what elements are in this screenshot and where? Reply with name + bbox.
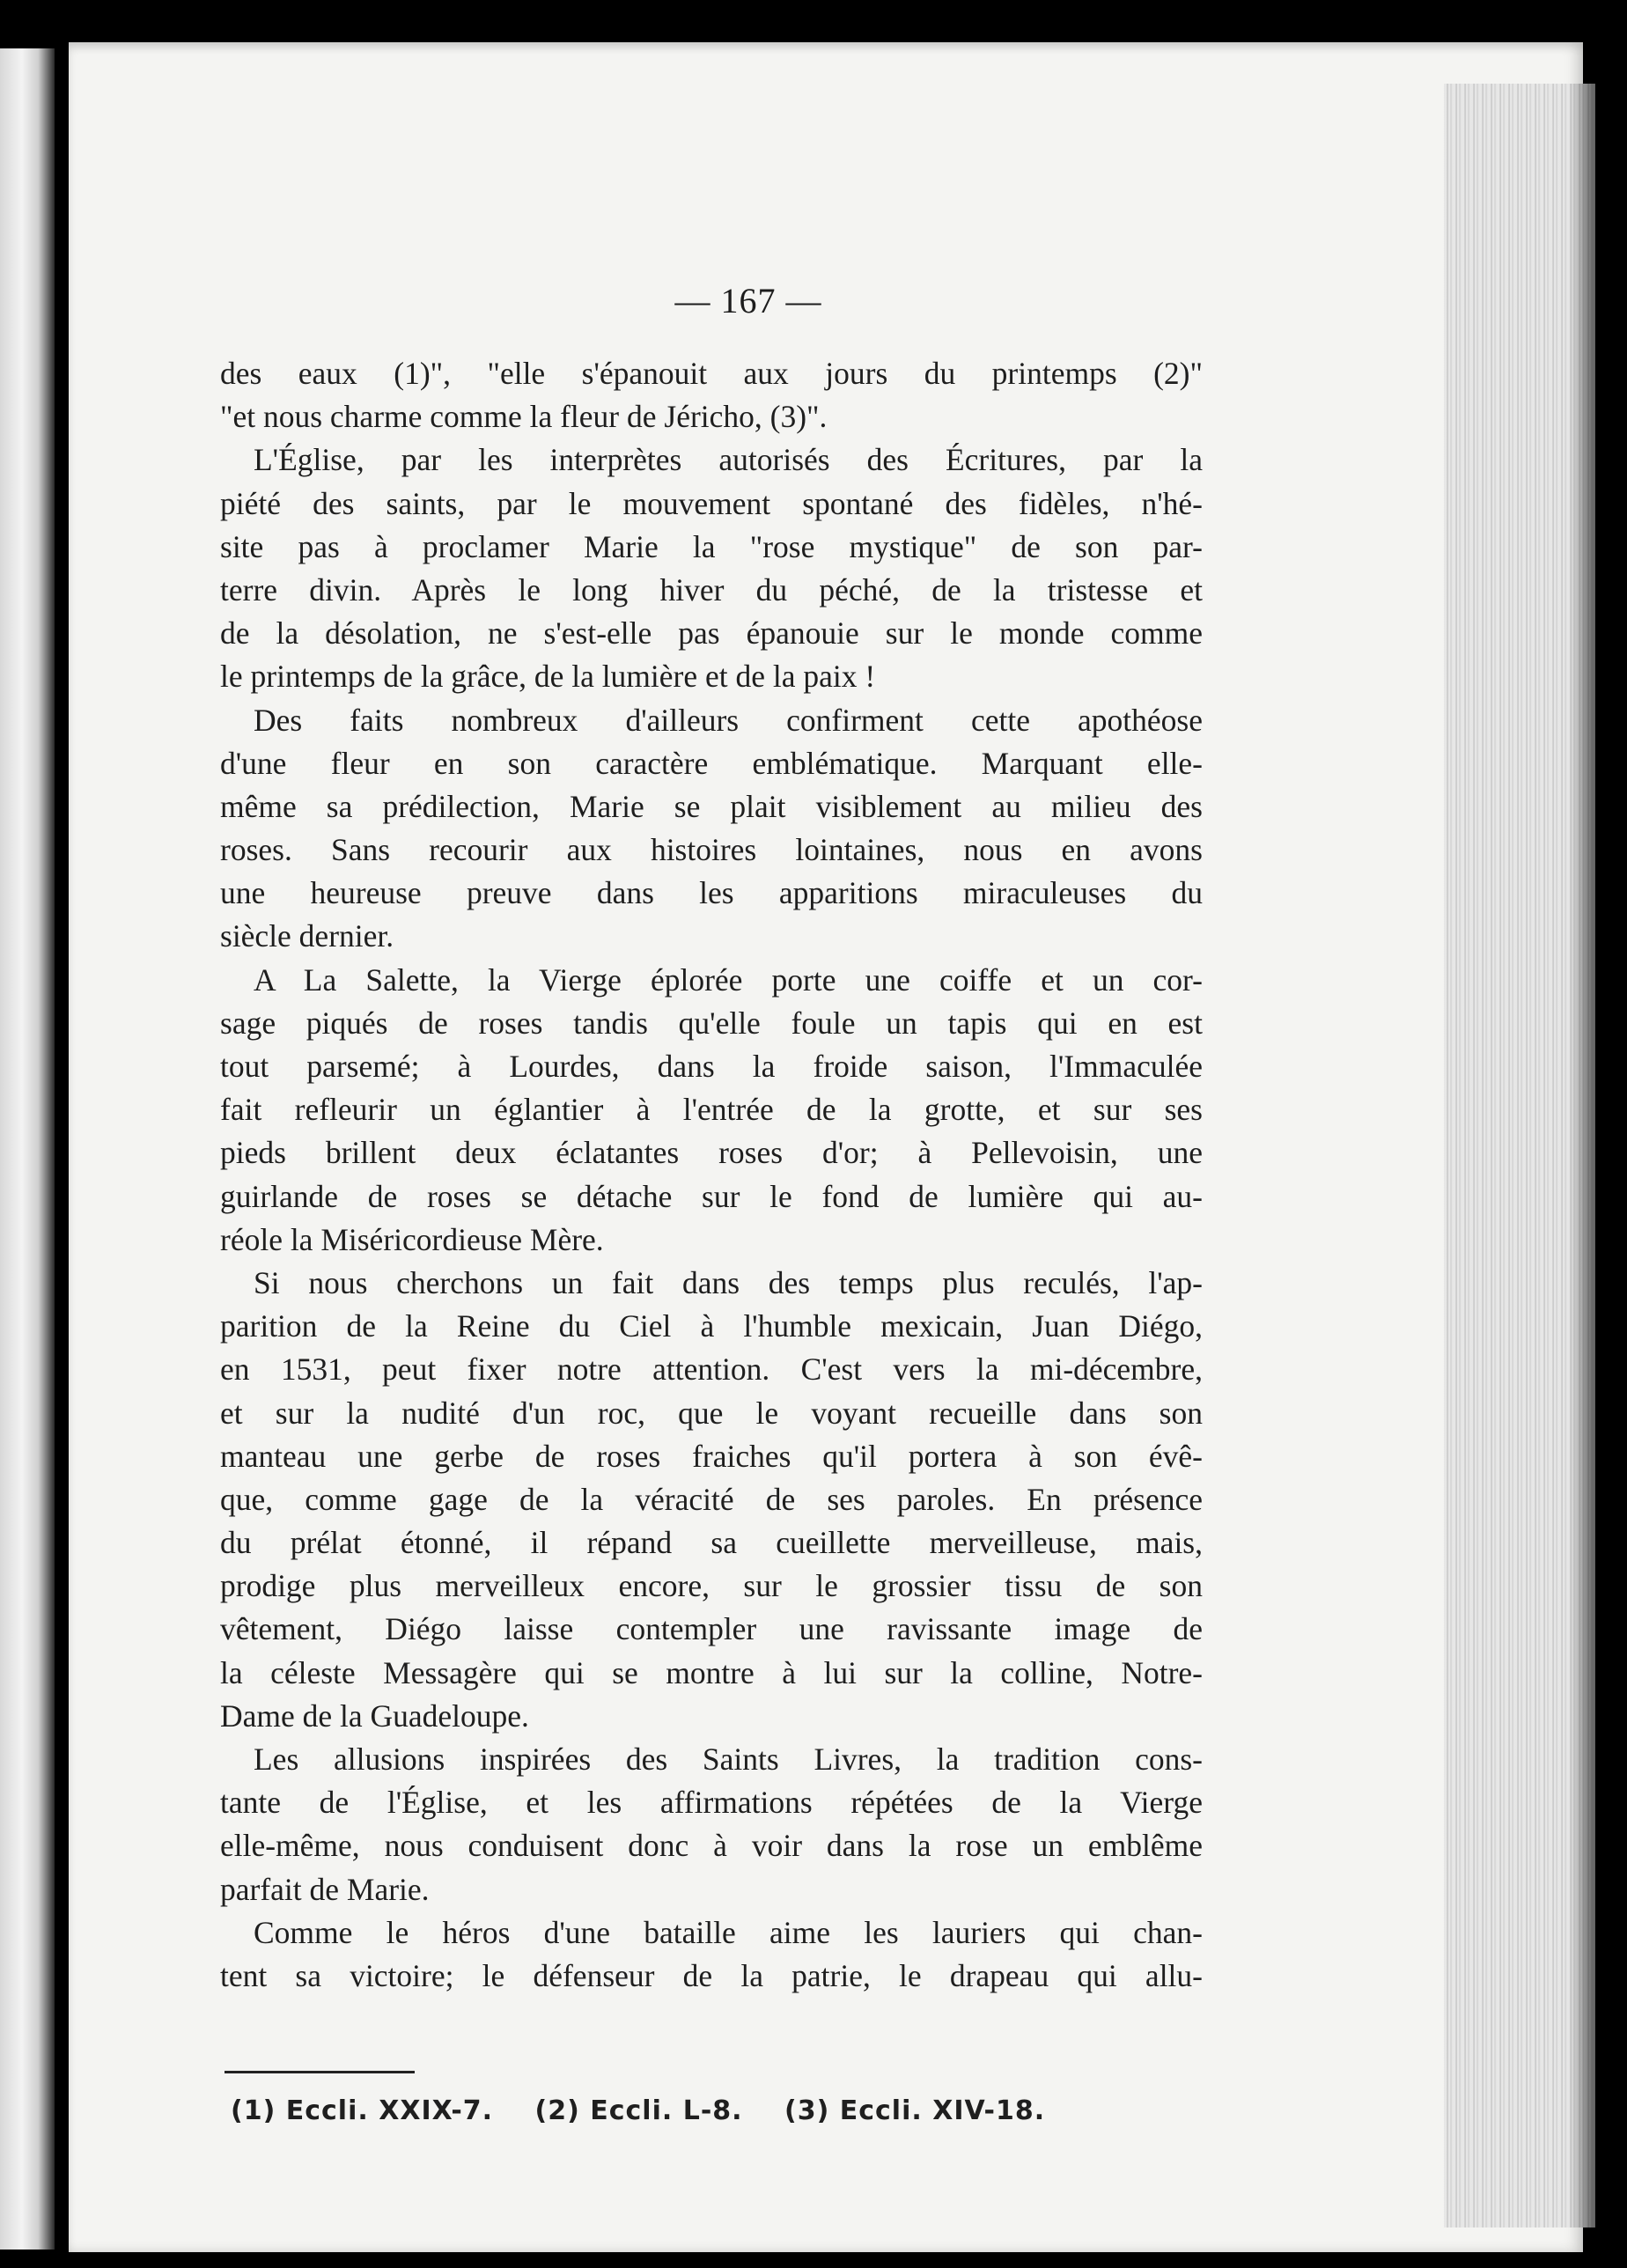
page-number: — 167 —	[674, 281, 822, 320]
footnotes	[231, 2095, 1111, 2126]
text-line: elle-même, nous conduisent donc à voir dans la rose un emblême	[220, 1828, 1203, 1864]
text-line: et sur la nudité d'un roc, que le voyant recueille dans son	[220, 1395, 1203, 1431]
text-line: terre divin. Après le long hiver du péché, de la tristesse et	[220, 571, 1203, 608]
text-line: guirlande de roses se détache sur le fond de lumière qui au-	[220, 1178, 1203, 1214]
text-line: prodige plus merveilleux encore, sur le grossier tissu de son	[220, 1568, 1203, 1604]
text-line: A La Salette, la Vierge éplorée porte une coiffe et un cor-	[254, 961, 1203, 998]
text-line: Dame de la Guadeloupe.	[220, 1697, 529, 1734]
page-edges-stack	[1444, 84, 1595, 2228]
footnote-2: (2) Eccli. L-8.	[534, 2095, 743, 2126]
text-line: parition de la Reine du Ciel à l'humble mexicain, Juan Diégo,	[220, 1308, 1203, 1344]
text-line: parfait de Marie.	[220, 1871, 430, 1907]
text-line: vêtement, Diégo laisse contempler une ravissante image de	[220, 1611, 1203, 1647]
footnote-3: (3) Eccli. XIV-18.	[784, 2095, 1046, 2126]
text-line: siècle dernier.	[220, 918, 394, 954]
text-line: une heureuse preuve dans les apparitions miraculeuses du	[220, 875, 1203, 911]
footnote-rule	[225, 2071, 415, 2073]
text-line: sage piqués de roses tandis qu'elle foule un tapis qui en est	[220, 1005, 1203, 1041]
text-line: "et nous charme comme la fleur de Jéricho, (3)".	[220, 399, 828, 435]
text-line: du prélat étonné, il répand sa cueillette merveilleuse, mais,	[220, 1525, 1203, 1561]
text-line: que, comme gage de la véracité de ses paroles. En présence	[220, 1481, 1203, 1517]
text-line: roses. Sans recourir aux histoires lointaines, nous en avons	[220, 832, 1203, 868]
text-line: même sa prédilection, Marie se plait visiblement au milieu des	[220, 788, 1203, 824]
text-line: manteau une gerbe de roses fraiches qu'il portera à son évê-	[220, 1438, 1203, 1474]
text-line: d'une fleur en son caractère emblématique. Marquant elle-	[220, 745, 1203, 781]
body-text	[220, 352, 1203, 1998]
text-line: tante de l'Église, et les affirmations répétées de la Vierge	[220, 1785, 1203, 1821]
text-line: Des faits nombreux d'ailleurs confirment cette apothéose	[254, 702, 1203, 738]
text-line: fait refleurir un églantier à l'entrée de la grotte, et sur ses	[220, 1092, 1203, 1128]
text-line: site pas à proclamer Marie la "rose mystique" de son par-	[220, 528, 1203, 564]
text-line: tent sa victoire; le défenseur de la patrie, le drapeau qui allu-	[220, 1957, 1203, 1993]
footnote-1: (1) Eccli. XXIX-7.	[231, 2095, 494, 2126]
text-line: réole la Miséricordieuse Mère.	[220, 1221, 604, 1257]
left-page-edge	[0, 48, 55, 2250]
text-line: le printemps de la grâce, de la lumière et de la paix !	[220, 659, 876, 695]
text-line: Les allusions inspirées des Saints Livres, la tradition cons-	[254, 1742, 1203, 1777]
text-line: pieds brillent deux éclatantes roses d'or; à Pellevoisin, une	[220, 1135, 1203, 1171]
text-line: Comme le héros d'une bataille aime les lauriers qui chan-	[254, 1914, 1203, 1950]
text-line: en 1531, peut fixer notre attention. C'est vers la mi-décembre,	[220, 1351, 1203, 1388]
text-line: de la désolation, ne s'est-elle pas épanouie sur le monde comme	[220, 615, 1203, 652]
text-line: piété des saints, par le mouvement spontané des fidèles, n'hé-	[220, 485, 1203, 521]
text-line: Si nous cherchons un fait dans des temps plus reculés, l'ap-	[254, 1264, 1203, 1300]
text-line: la céleste Messagère qui se montre à lui sur la colline, Notre-	[220, 1654, 1203, 1690]
text-line: des eaux (1)", "elle s'épanouit aux jours du printemps (2)"	[220, 356, 1203, 391]
text-line: L'Église, par les interprètes autorisés des Écritures, par la	[254, 442, 1203, 478]
text-line: tout parsemé; à Lourdes, dans la froide saison, l'Immaculée	[220, 1049, 1203, 1084]
